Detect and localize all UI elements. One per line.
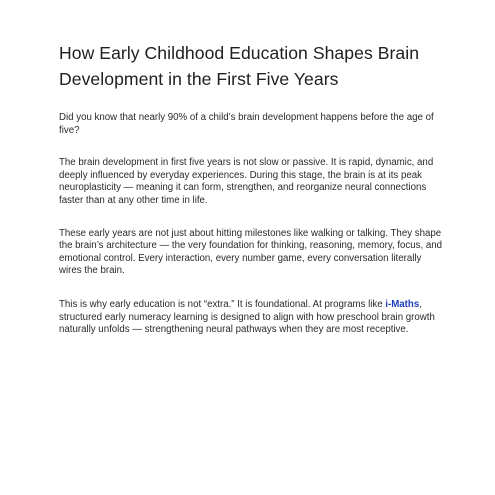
paragraph-text-before-link: This is why early education is not “extra.” It is foundational. At programs like (59, 298, 386, 310)
article (59, 40, 443, 337)
i-maths-link[interactable]: i-Maths (385, 298, 420, 310)
intro-paragraph: Did you know that nearly 90% of a child’s brain development happens before the age of five? (59, 112, 434, 136)
paragraph-text-after-link: , structured early numeracy learning is designed to align with how preschool brain growth naturally unfolds — strengthening neural pathways when they are most receptive. (59, 298, 435, 336)
paragraph-early-education (59, 299, 443, 337)
paragraph-brain-development: The brain development in first five years is not slow or passive. It is rapid, dynamic, and deeply influenced by everyday experiences. During this stage, the brain is at its peak neuroplasticity — meaning it can form, strengthen, and reorganize neural connections faster than at any other time in life. (59, 157, 434, 206)
article-title: How Early Childhood Education Shapes Brain Development in the First Five Years (59, 43, 420, 89)
paragraph-brain-architecture: These early years are not just about hitting milestones like walking or talking. They shape the brain’s architecture — the very foundation for thinking, reasoning, memory, focus, and emotional control. Every interaction, every number game, every conversation literally wires the brain. (59, 227, 443, 277)
